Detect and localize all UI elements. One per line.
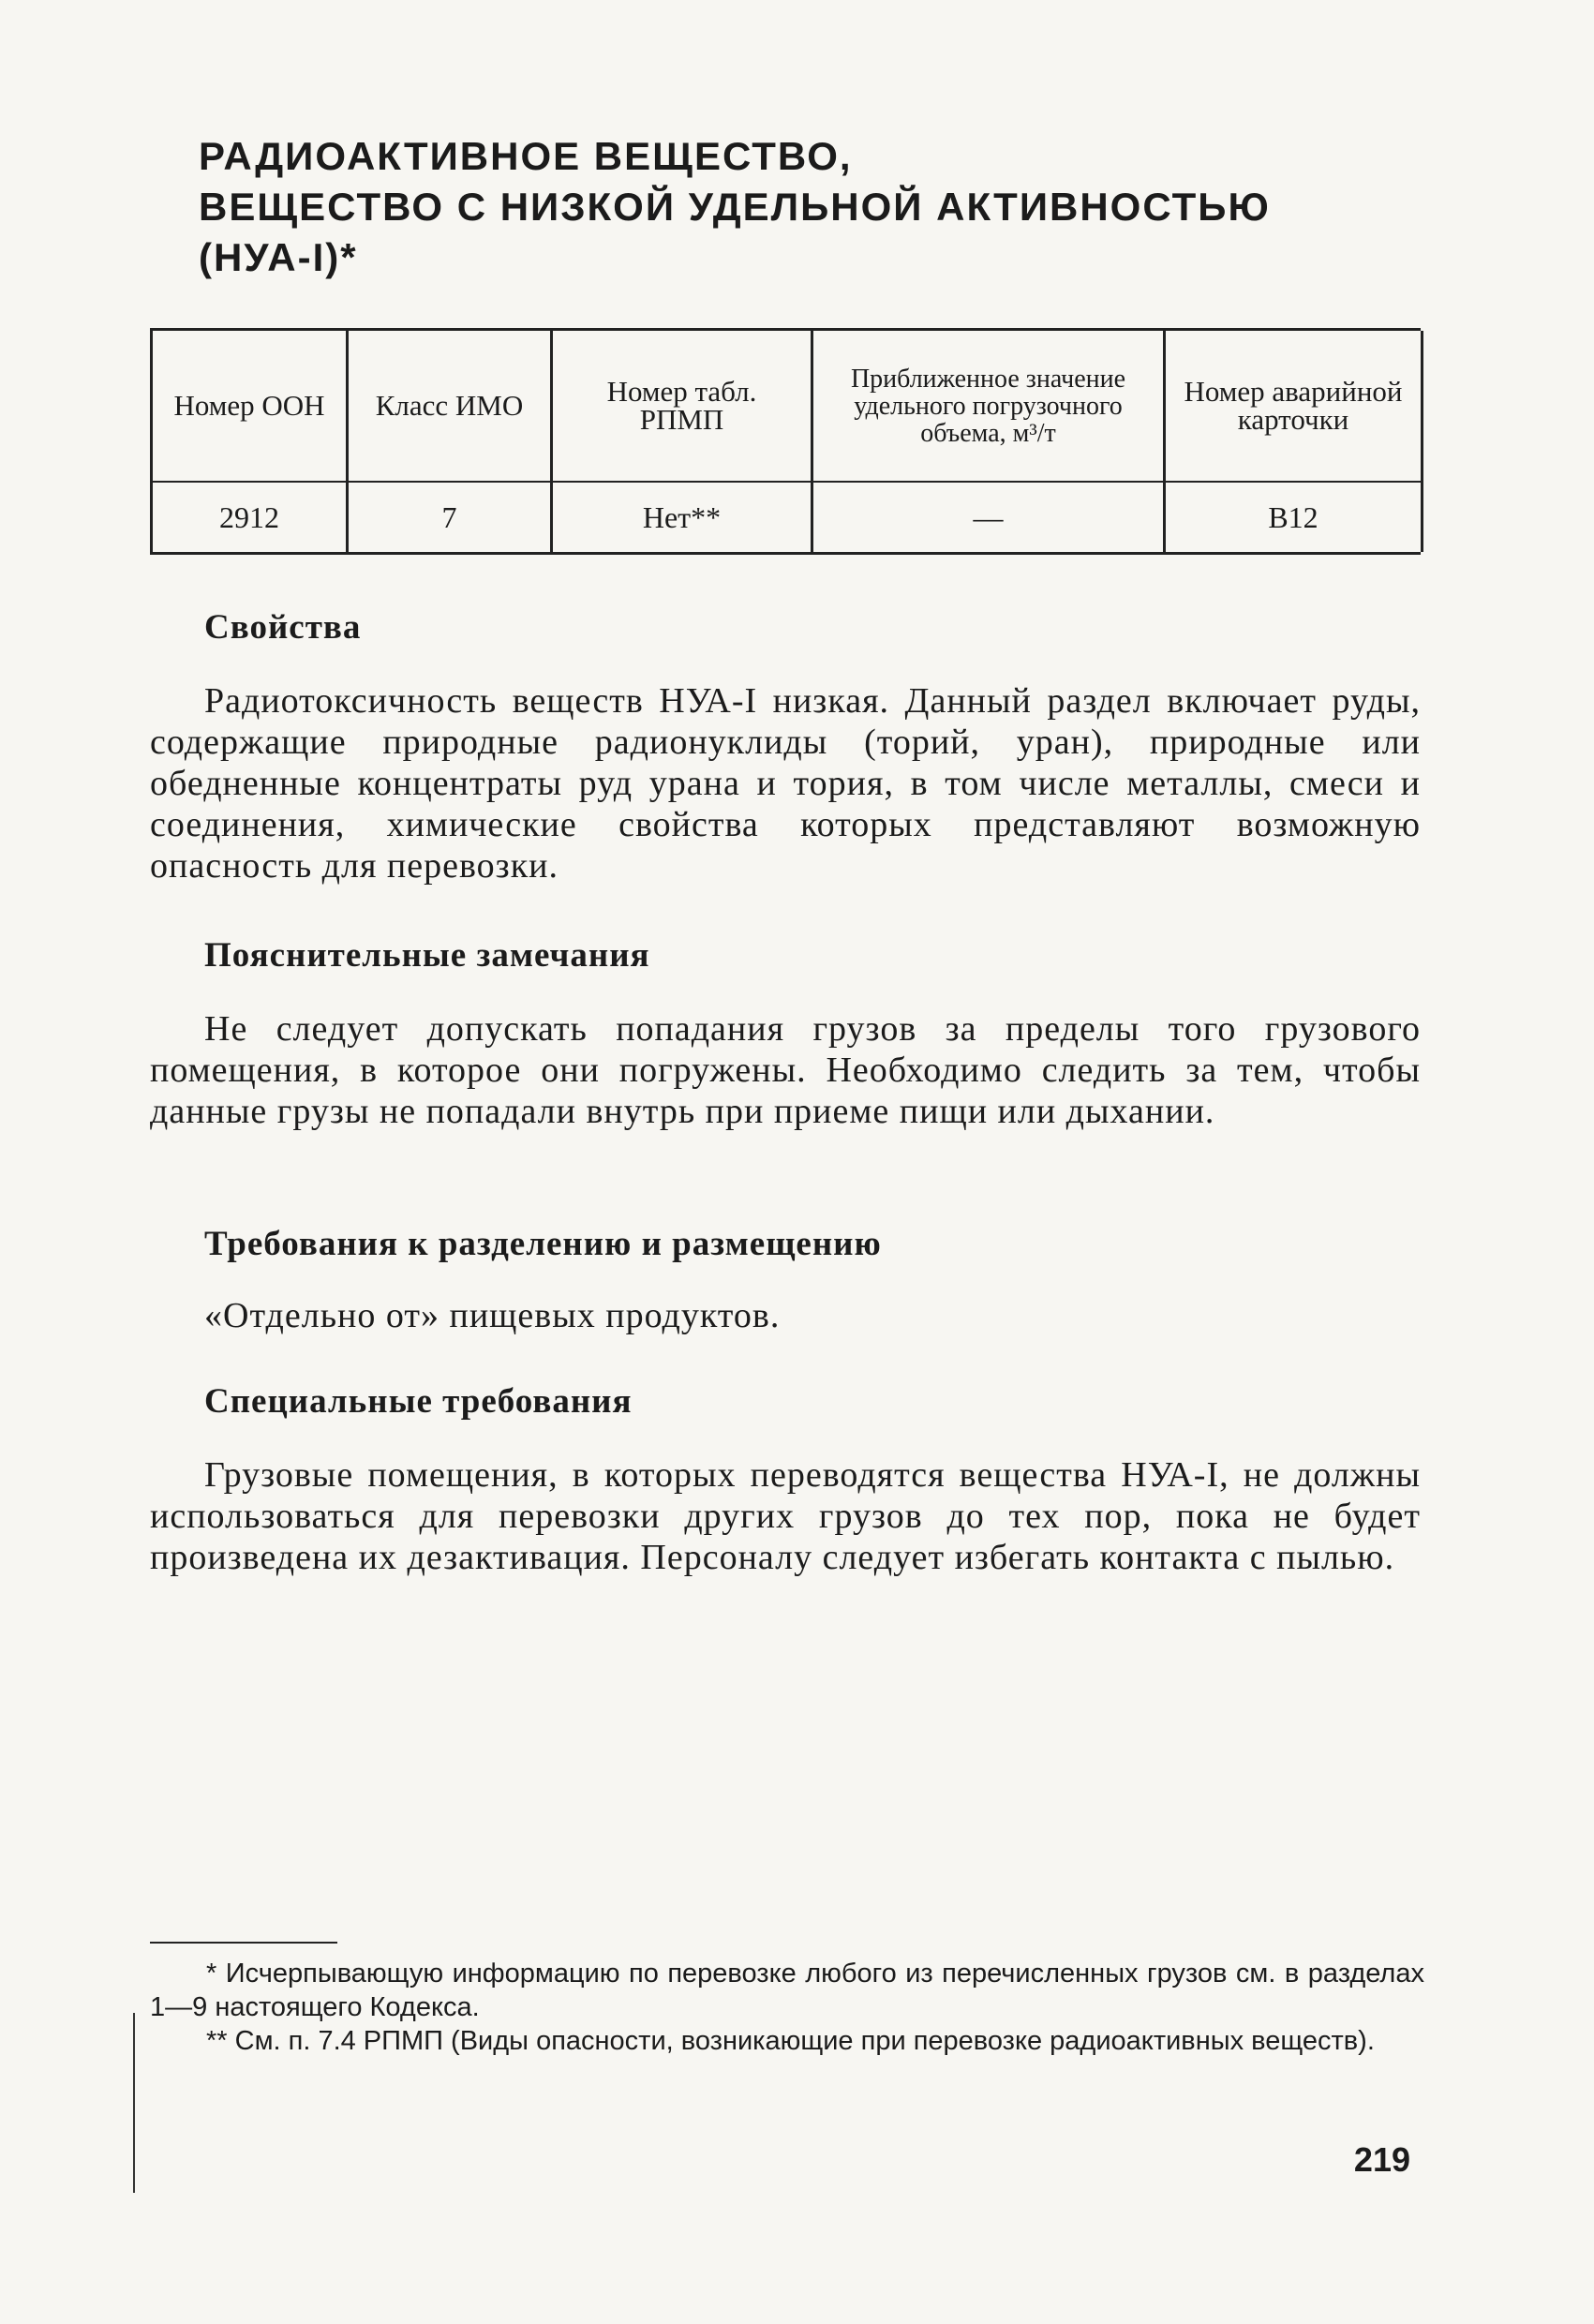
section-text-special: Грузовые помещения, в которых переводятся вещества НУА-I, не должны использоваться для перевозки других грузов до тех пор, пока не будет произведена их дезактивация. Персоналу следует избегать контакта с пылью.	[150, 1455, 1421, 1577]
table-row	[152, 482, 1423, 552]
cell-un-number: 2912	[152, 482, 348, 552]
cell-stowage-factor: —	[812, 482, 1165, 552]
cargo-info-table	[150, 328, 1421, 555]
footnotes	[150, 1957, 1424, 2058]
footnote-divider	[150, 1942, 337, 1944]
table-header-row	[152, 331, 1423, 482]
section-text-notes: Не следует допускать попадания грузов за пределы того грузового помещения, в которое они погружены. Необходимо следить за тем, чтобы данные грузы не попадали внутрь при приеме пищи или дыхании.	[150, 1009, 1421, 1131]
cell-table-number: Нет**	[552, 482, 812, 552]
header-emergency-card: Номер аварийной карточки	[1165, 331, 1423, 482]
section-text-properties: Радиотоксичность веществ НУА-I низкая. Данный раздел включает руды, содержащие природные радионуклиды (торий, уран), природные или обедненные концентраты руд урана и тория, в том числе металлы, смеси и соединения, химические свойства которых представляют возможную опасность для перевозки.	[150, 681, 1421, 886]
page-title	[199, 131, 1417, 283]
section-heading-special: Специальные требования	[204, 1382, 633, 1421]
footnote-1: * Исчерпывающую информацию по перевозке любого из перечисленных грузов см. в разделах 1—9 настоящего Кодекса.	[150, 1959, 1424, 2022]
section-heading-segregation: Требования к разделению и размещению	[204, 1225, 882, 1263]
cell-emergency-card: В12	[1165, 482, 1423, 552]
section-text-segregation: «Отдельно от» пищевых продуктов.	[204, 1296, 781, 1335]
margin-line	[133, 2013, 135, 2193]
cell-imo-class: 7	[348, 482, 552, 552]
title-line-1: РАДИОАКТИВНОЕ ВЕЩЕСТВО,	[199, 134, 853, 178]
header-stowage-factor: Приближенное значение удельного погрузочного объема, м³/т	[812, 331, 1165, 482]
section-heading-notes: Пояснительные замечания	[204, 936, 650, 975]
header-imo-class: Класс ИМО	[348, 331, 552, 482]
title-line-3: (НУА-I)*	[199, 235, 358, 279]
header-table-number: Номер табл. РПМП	[552, 331, 812, 482]
footnote-2: ** См. п. 7.4 РПМП (Виды опасности, возникающие при перевозке радиоактивных веществ).	[206, 2026, 1375, 2056]
header-un-number: Номер ООН	[152, 331, 348, 482]
section-heading-properties: Свойства	[204, 608, 362, 647]
page-number: 219	[1353, 2140, 1410, 2179]
title-line-2: ВЕЩЕСТВО С НИЗКОЙ УДЕЛЬНОЙ АКТИВНОСТЬЮ	[199, 185, 1271, 229]
